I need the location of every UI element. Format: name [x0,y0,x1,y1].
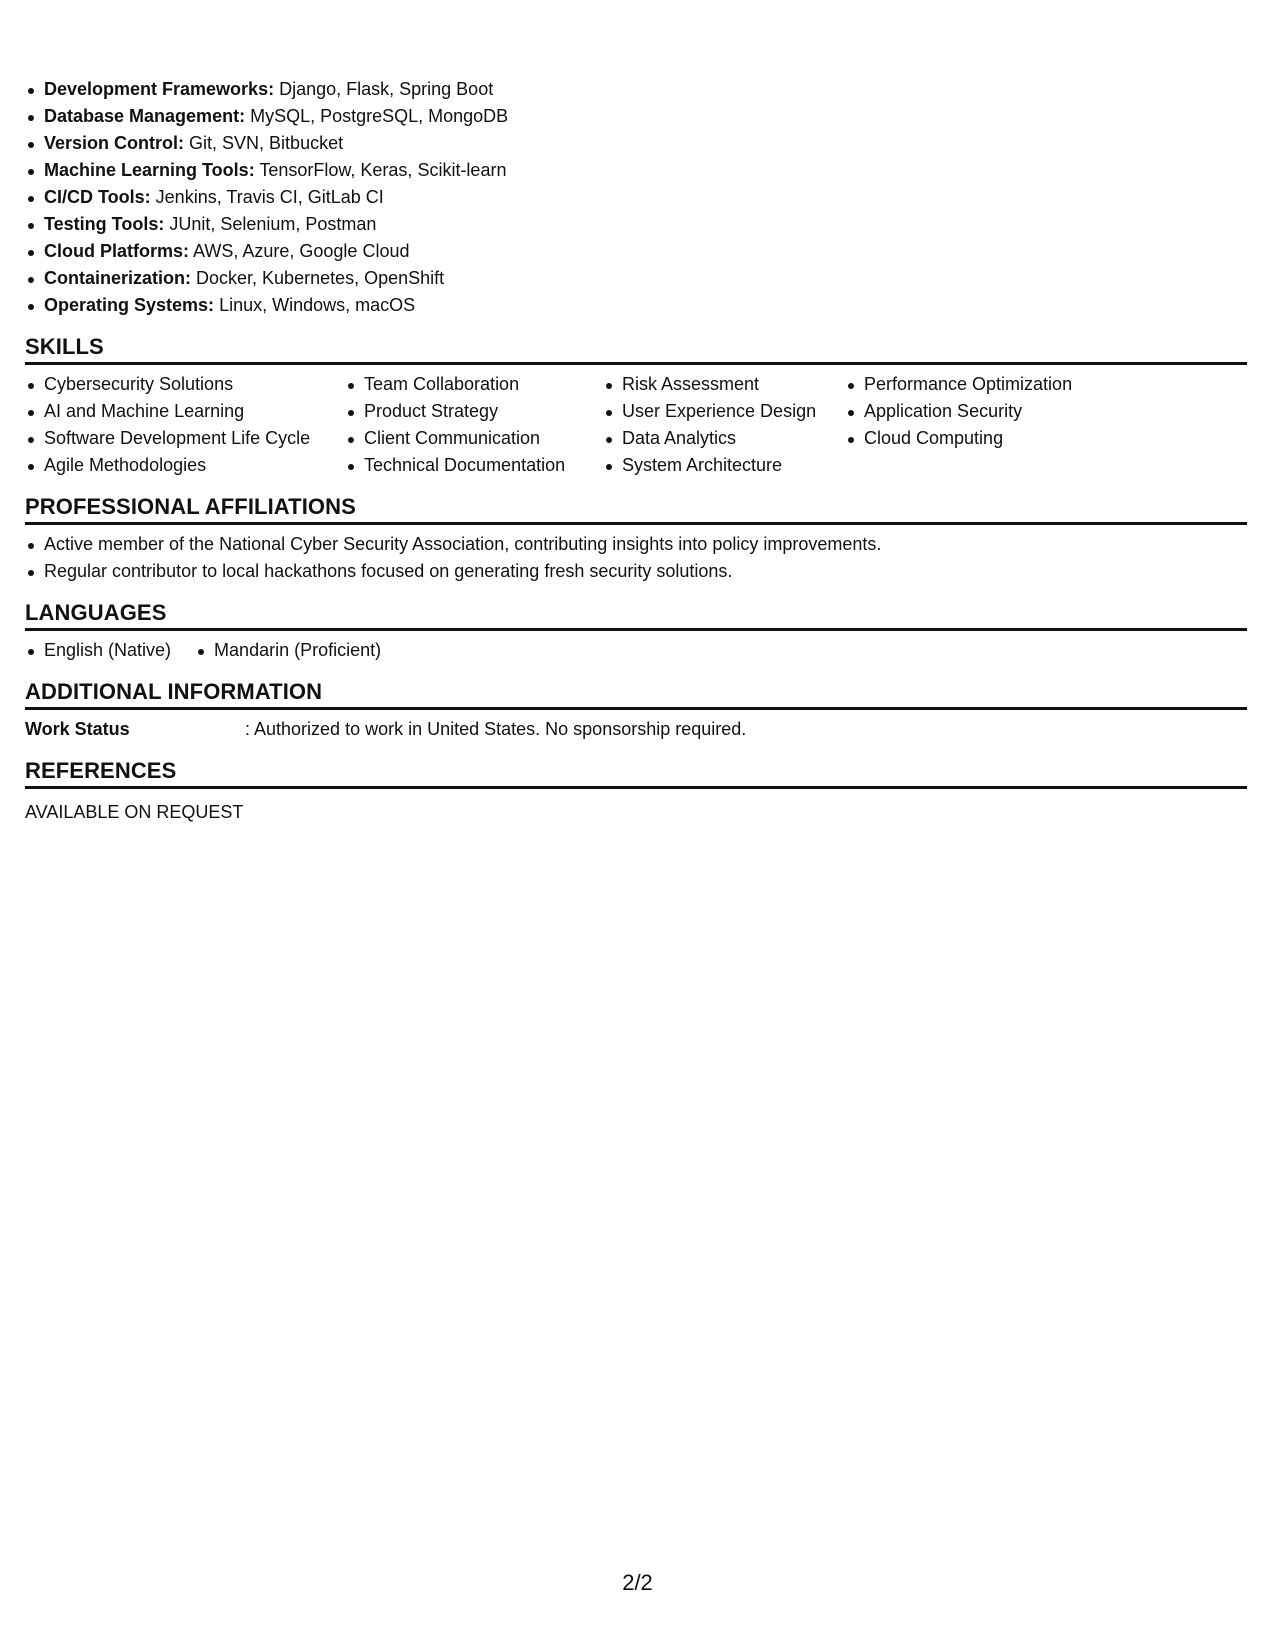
tech-value: Linux, Windows, macOS [219,295,416,315]
language-item: English (Native) [25,637,171,664]
skill-item: System Architecture [603,452,845,479]
list-item [25,157,1247,184]
work-status-value: : Authorized to work in United States. No sponsorship required. [245,719,747,739]
skill-item: Risk Assessment [603,371,845,398]
section-title-references: REFERENCES [25,756,1247,789]
skills-section [25,332,1247,479]
skills-column [25,371,345,479]
affiliation-item: Active member of the National Cyber Security Association, contributing insights into policy improvements. [25,531,1247,558]
tech-label: Version Control: [44,133,185,153]
skills-column [845,371,1145,479]
references-section [25,756,1247,826]
language-item: Mandarin (Proficient) [195,637,381,664]
list-item [25,238,1247,265]
skills-column [603,371,845,479]
technical-skills-list [25,76,1247,319]
tech-label: Operating Systems: [44,295,215,315]
additional-info-section [25,677,1247,743]
languages-list [25,637,1247,664]
list-item [25,292,1247,319]
list-item [25,130,1247,157]
section-title-languages: LANGUAGES [25,598,1247,631]
tech-value: Django, Flask, Spring Boot [279,79,494,99]
tech-label: Database Management: [44,106,246,126]
tech-label: Testing Tools: [44,214,165,234]
skill-item: Cloud Computing [845,425,1145,452]
skill-item: Cybersecurity Solutions [25,371,345,398]
skill-item: Data Analytics [603,425,845,452]
tech-value: JUnit, Selenium, Postman [169,214,377,234]
languages-section [25,598,1247,664]
tech-value: MySQL, PostgreSQL, MongoDB [250,106,509,126]
list-item [25,103,1247,130]
skill-item: Application Security [845,398,1145,425]
skill-item: Agile Methodologies [25,452,345,479]
section-title-skills: SKILLS [25,332,1247,365]
list-item [25,76,1247,103]
tech-value: Docker, Kubernetes, OpenShift [196,268,445,288]
skill-item: Software Development Life Cycle [25,425,345,452]
skill-item: Performance Optimization [845,371,1145,398]
section-title-additional: ADDITIONAL INFORMATION [25,677,1247,710]
affiliation-item: Regular contributor to local hackathons focused on generating fresh security solutions. [25,558,1247,585]
tech-label: CI/CD Tools: [44,187,151,207]
tech-label: Development Frameworks: [44,79,275,99]
skill-item: Product Strategy [345,398,603,425]
tech-label: Containerization: [44,268,191,288]
tech-label: Cloud Platforms: [44,241,190,261]
skill-item: Team Collaboration [345,371,603,398]
tech-value: AWS, Azure, Google Cloud [193,241,410,261]
list-item [25,211,1247,238]
skill-item: Client Communication [345,425,603,452]
list-item [25,184,1247,211]
skills-column [345,371,603,479]
work-status-label: Work Status [25,719,130,739]
work-status-row [25,716,1247,743]
skill-item: Technical Documentation [345,452,603,479]
tech-label: Machine Learning Tools: [44,160,255,180]
affiliations-list [25,531,1247,585]
tech-value: Jenkins, Travis CI, GitLab CI [155,187,384,207]
skills-grid [25,371,1247,479]
skill-item: User Experience Design [603,398,845,425]
affiliations-section [25,492,1247,585]
tech-value: TensorFlow, Keras, Scikit-learn [259,160,507,180]
tech-value: Git, SVN, Bitbucket [189,133,344,153]
page-number: 2/2 [622,1570,653,1595]
resume-page [25,76,1247,826]
section-title-affiliations: PROFESSIONAL AFFILIATIONS [25,492,1247,525]
references-text: AVAILABLE ON REQUEST [25,802,244,822]
skill-item: AI and Machine Learning [25,398,345,425]
list-item [25,265,1247,292]
